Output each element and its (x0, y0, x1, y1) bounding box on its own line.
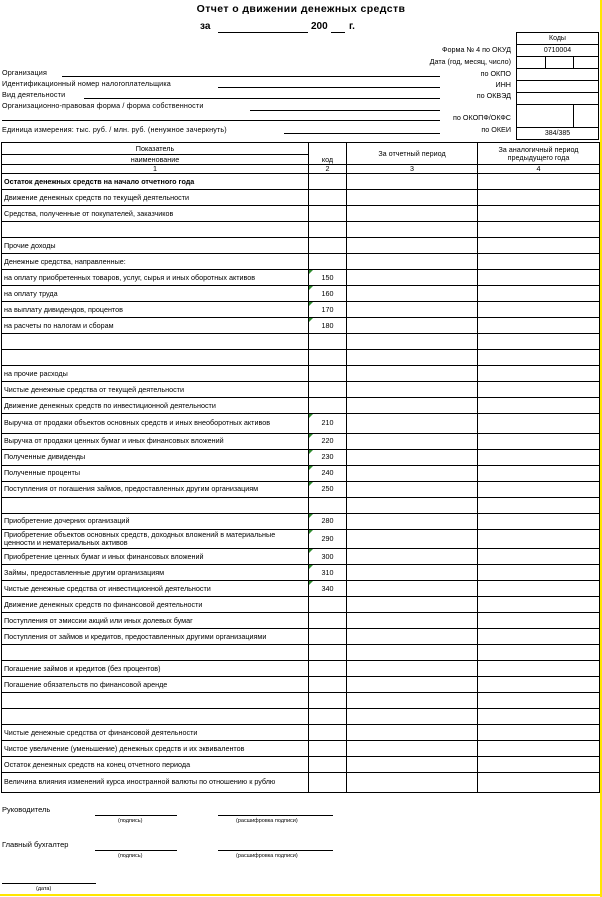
legal-form-field-2[interactable] (2, 120, 440, 121)
accountant-signature-label: Главный бухгалтер (2, 840, 69, 849)
inn-code[interactable] (517, 81, 599, 93)
head-signature-caption: (подпись) (118, 818, 143, 824)
row-period-value[interactable] (347, 693, 478, 709)
period-underline[interactable] (218, 32, 308, 33)
row-period-value[interactable] (347, 174, 478, 190)
head-name: наименование (2, 155, 309, 165)
row-prev-value[interactable] (478, 481, 600, 497)
row-name: Погашение займов и кредитов (без процентов) (2, 661, 309, 677)
row-name: Приобретение ценных бумаг и иных финансовых вложений (2, 549, 309, 565)
row-prev-value[interactable] (478, 645, 600, 661)
row-name: на оплату приобретенных товаров, услуг, сырья и иных оборотных активов (2, 270, 309, 286)
row-period-value[interactable] (347, 190, 478, 206)
row-period-value[interactable] (347, 629, 478, 645)
row-name: Денежные средства, направленные: (2, 254, 309, 270)
row-code (309, 174, 347, 190)
legal-form-field[interactable] (250, 110, 440, 111)
yellow-border-bottom (0, 894, 602, 896)
table-row (2, 414, 600, 434)
row-period-value[interactable] (347, 433, 478, 449)
row-prev-value[interactable] (478, 254, 600, 270)
okud-label: Форма № 4 по ОКУД (442, 45, 511, 54)
table-row (2, 174, 600, 190)
row-code: 230 (309, 449, 347, 465)
row-name: Займы, предоставленные другим организациям (2, 565, 309, 581)
accountant-decoding-caption: (расшифровка подписи) (236, 853, 298, 859)
row-name: Чистое увеличение (уменьшение) денежных средств и их эквивалентов (2, 741, 309, 757)
row-code (309, 382, 347, 398)
row-prev-value[interactable] (478, 433, 600, 449)
table-row (2, 529, 600, 549)
table-row (2, 433, 600, 449)
row-prev-value[interactable] (478, 773, 600, 793)
row-code: 280 (309, 513, 347, 529)
row-period-value[interactable] (347, 513, 478, 529)
head-decoding-caption: (расшифровка подписи) (236, 818, 298, 824)
table-row (2, 382, 600, 398)
row-name: на прочие расходы (2, 366, 309, 382)
row-name (2, 334, 309, 350)
row-code (309, 613, 347, 629)
row-period-value[interactable] (347, 414, 478, 434)
row-name (2, 709, 309, 725)
row-name: Чистые денежные средства от текущей деятельности (2, 382, 309, 398)
col-num-2: 2 (309, 165, 347, 174)
row-prev-value[interactable] (478, 414, 600, 434)
row-code (309, 398, 347, 414)
table-row (2, 270, 600, 286)
table-row (2, 565, 600, 581)
row-period-value[interactable] (347, 302, 478, 318)
row-period-value[interactable] (347, 366, 478, 382)
okei-code[interactable]: 384/385 (517, 128, 599, 140)
row-period-value[interactable] (347, 270, 478, 286)
row-code (309, 254, 347, 270)
row-prev-value[interactable] (478, 741, 600, 757)
table-row (2, 513, 600, 529)
accountant-signature-caption: (подпись) (118, 853, 143, 859)
row-name: Погашение обязательств по финансовой аренде (2, 677, 309, 693)
table-row (2, 350, 600, 366)
head-indicator: Показатель (2, 143, 309, 155)
row-code (309, 741, 347, 757)
row-name: Чистые денежные средства от инвестиционной деятельности (2, 581, 309, 597)
row-prev-value[interactable] (478, 318, 600, 334)
row-prev-value[interactable] (478, 581, 600, 597)
table-row (2, 773, 600, 793)
row-name: на оплату труда (2, 286, 309, 302)
row-name: Чистые денежные средства от финансовой деятельности (2, 725, 309, 741)
head-decoding-line[interactable] (218, 815, 333, 816)
table-row (2, 549, 600, 565)
col-num-4: 4 (478, 165, 600, 174)
accountant-signature-line[interactable] (95, 850, 177, 851)
date-line[interactable] (2, 883, 96, 884)
cashflow-table (1, 142, 600, 793)
row-period-value[interactable] (347, 549, 478, 565)
row-code: 340 (309, 581, 347, 597)
inn-label: ИНН (495, 80, 511, 89)
row-period-value[interactable] (347, 709, 478, 725)
unit-field[interactable] (284, 133, 440, 134)
row-code (309, 222, 347, 238)
head-signature-line[interactable] (95, 815, 177, 816)
accountant-decoding-line[interactable] (218, 850, 333, 851)
row-period-value[interactable] (347, 613, 478, 629)
table-row (2, 366, 600, 382)
table-row (2, 238, 600, 254)
okud-code[interactable]: 0710004 (517, 45, 599, 57)
okpo-label: по ОКПО (480, 69, 511, 78)
table-row (2, 286, 600, 302)
row-name: Полученные проценты (2, 465, 309, 481)
row-name: Прочие доходы (2, 238, 309, 254)
row-name: Поступления от погашения займов, предоставленных другим организациям (2, 481, 309, 497)
row-period-value[interactable] (347, 481, 478, 497)
date-year[interactable] (517, 57, 546, 69)
row-period-value[interactable] (347, 645, 478, 661)
okpo-code[interactable] (517, 69, 599, 81)
row-prev-value[interactable] (478, 465, 600, 481)
row-prev-value[interactable] (478, 206, 600, 222)
row-period-value[interactable] (347, 757, 478, 773)
row-code (309, 366, 347, 382)
table-row (2, 629, 600, 645)
row-prev-value[interactable] (478, 709, 600, 725)
row-period-value[interactable] (347, 597, 478, 613)
row-period-value[interactable] (347, 565, 478, 581)
row-period-value[interactable] (347, 222, 478, 238)
row-name (2, 693, 309, 709)
inn-org-label: Идентификационный номер налогоплательщика (2, 79, 171, 88)
year-underline[interactable] (331, 32, 345, 33)
row-prev-value[interactable] (478, 725, 600, 741)
inn-field[interactable] (218, 87, 440, 88)
table-row (2, 645, 600, 661)
row-code: 240 (309, 465, 347, 481)
row-prev-value[interactable] (478, 757, 600, 773)
row-period-value[interactable] (347, 497, 478, 513)
row-name: на выплату дивидендов, процентов (2, 302, 309, 318)
row-prev-value[interactable] (478, 661, 600, 677)
row-prev-value[interactable] (478, 222, 600, 238)
table-row (2, 497, 600, 513)
g-label: г. (349, 21, 355, 32)
okopf-label: по ОКОПФ/ОКФС (453, 113, 511, 122)
row-name: Движение денежных средств по текущей деятельности (2, 190, 309, 206)
head-signature-label: Руководитель (2, 805, 51, 814)
okved-label: по ОКВЭД (476, 91, 511, 100)
row-prev-value[interactable] (478, 190, 600, 206)
head-period: За отчетный период (347, 143, 478, 165)
row-prev-value[interactable] (478, 366, 600, 382)
row-prev-value[interactable] (478, 302, 600, 318)
row-period-value[interactable] (347, 334, 478, 350)
row-period-value[interactable] (347, 773, 478, 793)
row-period-value[interactable] (347, 741, 478, 757)
row-code (309, 645, 347, 661)
table-row (2, 318, 600, 334)
row-code (309, 677, 347, 693)
row-period-value[interactable] (347, 206, 478, 222)
organization-label: Организация (2, 68, 47, 77)
row-prev-value[interactable] (478, 565, 600, 581)
okopf-code[interactable] (517, 105, 574, 128)
report-title: Отчет о движении денежных средств (196, 3, 406, 15)
row-name: Приобретение объектов основных средств, доходных вложений в материальные ценности и нематериальных активов (2, 529, 309, 549)
row-period-value[interactable] (347, 286, 478, 302)
row-name: Выручка от продажи объектов основных средств и иных внеоборотных активов (2, 414, 309, 434)
row-code: 220 (309, 433, 347, 449)
table-row (2, 613, 600, 629)
row-name: Выручка от продажи ценных бумаг и иных финансовых вложений (2, 433, 309, 449)
col-num-3: 3 (347, 165, 478, 174)
table-row (2, 597, 600, 613)
row-code: 160 (309, 286, 347, 302)
row-name (2, 222, 309, 238)
row-prev-value[interactable] (478, 629, 600, 645)
row-prev-value[interactable] (478, 238, 600, 254)
row-prev-value[interactable] (478, 597, 600, 613)
date-caption: (дата) (36, 886, 52, 892)
legal-form-label: Организационно-правовая форма / форма собственности (2, 101, 204, 110)
row-prev-value[interactable] (478, 529, 600, 549)
row-period-value[interactable] (347, 677, 478, 693)
codes-box (516, 32, 599, 140)
row-code (309, 725, 347, 741)
row-code (309, 773, 347, 793)
year-label: 200 (311, 21, 328, 32)
row-period-value[interactable] (347, 350, 478, 366)
row-prev-value[interactable] (478, 497, 600, 513)
table-row (2, 481, 600, 497)
row-prev-value[interactable] (478, 613, 600, 629)
row-period-value[interactable] (347, 318, 478, 334)
row-code: 310 (309, 565, 347, 581)
row-code: 150 (309, 270, 347, 286)
row-name: на расчеты по налогам и сборам (2, 318, 309, 334)
table-row (2, 334, 600, 350)
unit-label: Единица измерения: тыс. руб. / млн. руб. (ненужное зачеркнуть) (2, 125, 227, 134)
okei-label: по ОКЕИ (481, 125, 511, 134)
row-code: 290 (309, 529, 347, 549)
row-name: Поступления от займов и кредитов, предоставленных другими организациями (2, 629, 309, 645)
table-row (2, 254, 600, 270)
date-label: Дата (год, месяц, число) (429, 57, 511, 66)
row-code (309, 693, 347, 709)
row-period-value[interactable] (347, 581, 478, 597)
table-row (2, 741, 600, 757)
row-code (309, 190, 347, 206)
row-period-value[interactable] (347, 449, 478, 465)
row-code (309, 206, 347, 222)
table-row (2, 302, 600, 318)
table-row (2, 709, 600, 725)
row-prev-value[interactable] (478, 286, 600, 302)
row-prev-value[interactable] (478, 270, 600, 286)
table-row (2, 677, 600, 693)
head-prev-line1: За аналогичный период (498, 144, 579, 154)
head-prev (478, 143, 600, 165)
row-code (309, 597, 347, 613)
row-code: 170 (309, 302, 347, 318)
row-period-value[interactable] (347, 382, 478, 398)
row-period-value[interactable] (347, 529, 478, 549)
row-period-value[interactable] (347, 238, 478, 254)
row-code (309, 497, 347, 513)
row-code (309, 334, 347, 350)
za-label: за (200, 21, 211, 32)
row-name (2, 350, 309, 366)
row-period-value[interactable] (347, 725, 478, 741)
row-name: Поступления от эмиссии акций или иных долевых бумаг (2, 613, 309, 629)
table-row (2, 222, 600, 238)
table-row (2, 725, 600, 741)
okved-code[interactable] (517, 93, 599, 105)
row-prev-value[interactable] (478, 449, 600, 465)
table-row (2, 398, 600, 414)
okfs-code[interactable] (574, 105, 599, 128)
row-name: Остаток денежных средств на начало отчетного года (2, 174, 309, 190)
row-code (309, 350, 347, 366)
table-row (2, 465, 600, 481)
row-period-value[interactable] (347, 254, 478, 270)
row-name: Движение денежных средств по финансовой деятельности (2, 597, 309, 613)
row-code (309, 709, 347, 725)
table-row (2, 206, 600, 222)
row-name (2, 497, 309, 513)
codes-header: Коды (517, 33, 599, 45)
table-row (2, 190, 600, 206)
row-prev-value[interactable] (478, 693, 600, 709)
head-prev-line2: предыдущего года (507, 152, 570, 162)
activity-field[interactable] (84, 98, 440, 99)
activity-label: Вид деятельности (2, 90, 66, 99)
row-code (309, 238, 347, 254)
row-code: 210 (309, 414, 347, 434)
row-name: Движение денежных средств по инвестиционной деятельности (2, 398, 309, 414)
row-name: Приобретение дочерних организаций (2, 513, 309, 529)
table-row (2, 581, 600, 597)
table-row (2, 757, 600, 773)
row-name: Средства, полученные от покупателей, заказчиков (2, 206, 309, 222)
row-name: Остаток денежных средств на конец отчетного периода (2, 757, 309, 773)
row-code (309, 629, 347, 645)
row-code (309, 661, 347, 677)
row-prev-value[interactable] (478, 513, 600, 529)
row-name: Величина влияния изменений курса иностранной валюты по отношению к рублю (2, 773, 309, 793)
date-month[interactable] (546, 57, 574, 69)
col-num-1: 1 (2, 165, 309, 174)
row-code: 300 (309, 549, 347, 565)
row-code (309, 757, 347, 773)
row-prev-value[interactable] (478, 398, 600, 414)
row-name (2, 645, 309, 661)
row-prev-value[interactable] (478, 334, 600, 350)
table-row (2, 449, 600, 465)
row-code: 180 (309, 318, 347, 334)
row-code: 250 (309, 481, 347, 497)
row-prev-value[interactable] (478, 350, 600, 366)
row-period-value[interactable] (347, 465, 478, 481)
table-row (2, 661, 600, 677)
row-prev-value[interactable] (478, 549, 600, 565)
organization-field[interactable] (62, 76, 440, 77)
row-period-value[interactable] (347, 398, 478, 414)
table-row (2, 693, 600, 709)
row-prev-value[interactable] (478, 174, 600, 190)
row-prev-value[interactable] (478, 677, 600, 693)
row-name: Полученные дивиденды (2, 449, 309, 465)
head-code-top: код (309, 143, 347, 165)
row-prev-value[interactable] (478, 382, 600, 398)
date-day[interactable] (574, 57, 599, 69)
row-period-value[interactable] (347, 661, 478, 677)
